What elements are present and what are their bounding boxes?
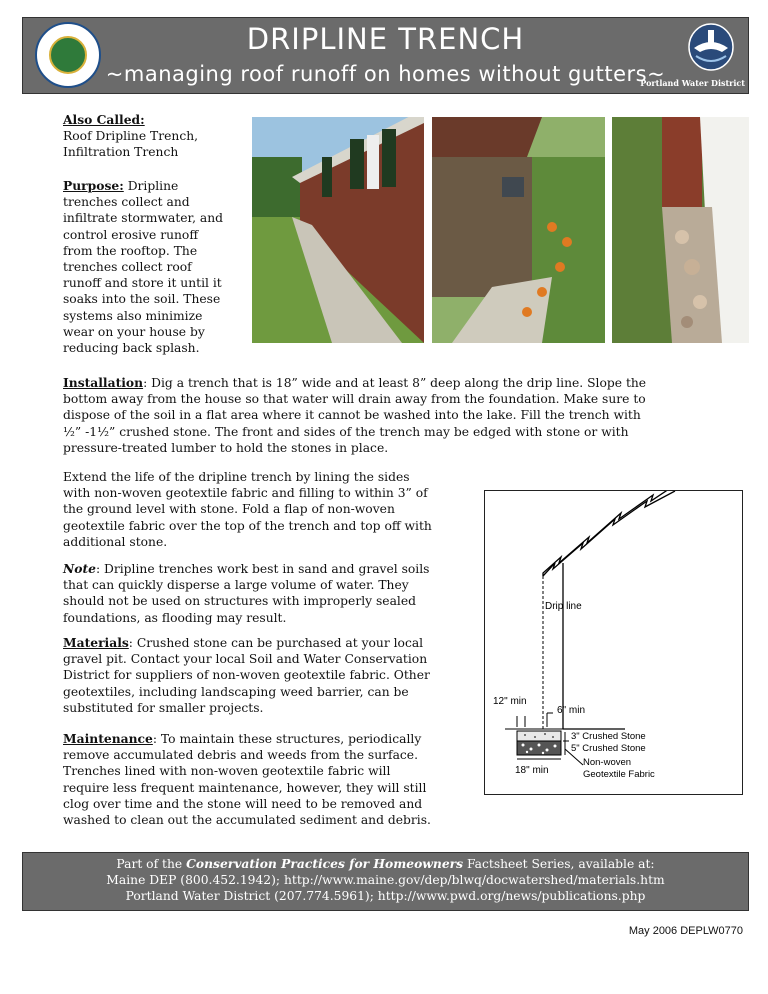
label-fabric-1: Non-woven <box>583 757 632 768</box>
footer-line1-pre: Part of the <box>116 857 187 871</box>
purpose-line: infiltrate stormwater, and <box>63 211 224 226</box>
extend-line: with non-woven geotextile fabric and filling to within 3” of <box>63 486 428 501</box>
purpose-line: soaks into the soil. These <box>63 292 221 307</box>
maintenance-line: washed to clean out the accumulated sediment and debris. <box>63 813 431 828</box>
purpose-line: control erosive runoff <box>63 227 199 242</box>
materials-section <box>63 635 473 716</box>
note-section <box>63 561 473 626</box>
installation-line: : Dig a trench that is 18” wide and at least 8” deep along the drip line. Slope the <box>143 376 647 390</box>
purpose-line: Dripline <box>127 179 179 193</box>
purpose-line: trenches collect and <box>63 195 190 210</box>
maintenance-line: require less frequent maintenance, however, they will still <box>63 780 427 795</box>
footer-maine-dep[interactable]: Maine DEP (800.452.1942); http://www.maine.gov/dep/blwq/docwatershed/materials.htm <box>106 873 665 887</box>
materials-line: substituted for smaller projects. <box>63 700 264 715</box>
note-line: foundations, as flooding may result. <box>63 610 287 625</box>
water-district-logo-icon <box>682 22 740 72</box>
maintenance-line: Trenches lined with non-woven geotextile fabric will <box>63 764 391 779</box>
header-banner <box>22 17 749 94</box>
purpose-line: from the rooftop. The <box>63 243 198 258</box>
materials-line: : Crushed stone can be purchased at your local <box>128 636 424 650</box>
purpose-heading: Purpose: <box>63 178 124 193</box>
footer-banner <box>22 852 749 911</box>
document-id: May 2006 DEPLW0770 <box>628 925 743 937</box>
purpose-section <box>63 178 253 356</box>
installation-section <box>63 375 713 456</box>
label-drip-line: Drip line <box>545 601 582 612</box>
label-fabric-2: Geotextile Fabric <box>583 769 655 780</box>
purpose-line: runoff and store it until it <box>63 276 222 291</box>
trench-diagram-drawing <box>485 491 742 794</box>
extend-section <box>63 469 473 550</box>
purpose-line: trenches collect roof <box>63 260 192 275</box>
label-6-min: 6" min <box>557 705 586 716</box>
photo-wood-house-flowers <box>432 117 605 343</box>
also-called-heading: Also Called: <box>63 112 145 127</box>
materials-line: gravel pit. Contact your local Soil and Water Conservation <box>63 652 428 667</box>
maintenance-line: remove accumulated debris and weeds from the surface. <box>63 748 418 763</box>
label-3-crushed-stone: 3" Crushed Stone <box>571 731 646 742</box>
also-called-line: Roof Dripline Trench, <box>63 129 199 144</box>
maintenance-heading: Maintenance <box>63 731 153 746</box>
label-12-min: 12" min <box>493 696 527 707</box>
materials-line: District for suppliers of non-woven geotextile fabric. Other <box>63 668 430 683</box>
photo-brick-house-trench <box>252 117 424 343</box>
footer-series-name: Conservation Practices for Homeowners <box>186 856 464 871</box>
installation-line: ½” -1½” crushed stone. The front and sides of the trench may be edged with stone or with <box>63 424 629 439</box>
extend-line: the ground level with stone. Fold a flap of non-woven <box>63 502 395 517</box>
purpose-line: reducing back splash. <box>63 341 200 356</box>
footer-portland-water[interactable]: Portland Water District (207.774.5961); http://www.pwd.org/news/publications.php <box>125 889 646 903</box>
installation-line: pressure-treated lumber to hold the stones in place. <box>63 440 389 455</box>
purpose-line: wear on your house by <box>63 324 205 339</box>
installation-heading: Installation <box>63 375 144 390</box>
maintenance-line: : To maintain these structures, periodically <box>152 732 422 746</box>
label-5-crushed-stone: 5" Crushed Stone <box>571 743 646 754</box>
also-called-section <box>63 112 253 161</box>
extend-line: additional stone. <box>63 534 168 549</box>
materials-line: geotextiles, including landscaping weed barrier, can be <box>63 684 409 699</box>
photo-stone-trench-wall <box>612 117 749 343</box>
also-called-line: Infiltration Trench <box>63 145 179 160</box>
footer-line1-post: Factsheet Series, available at: <box>463 857 655 871</box>
label-18-min: 18" min <box>515 765 549 776</box>
note-line: : Dripline trenches work best in sand and gravel soils <box>95 562 430 576</box>
note-line: that can quickly disperse a large volume of water. They <box>63 578 409 593</box>
installation-line: bottom away from the house so that water will drain away from the foundation. Make sure to <box>63 392 646 407</box>
installation-line: dispose of the soil in a flat area where it cannot be washed into the lake. Fill the trench with <box>63 408 641 423</box>
materials-heading: Materials <box>63 635 129 650</box>
maintenance-section <box>63 731 473 828</box>
extend-line: geotextile fabric over the top of the trench and top off with <box>63 518 432 533</box>
water-district-name: Portland Water District <box>640 78 745 88</box>
trench-diagram <box>484 490 743 795</box>
extend-line: Extend the life of the dripline trench by lining the sides <box>63 470 410 484</box>
purpose-line: systems also minimize <box>63 308 203 323</box>
note-heading: Note <box>63 561 96 576</box>
maintenance-line: clog over time and the stone will need to be removed and <box>63 796 423 811</box>
page-subtitle: ~managing roof runoff on homes without gutters~ <box>105 62 666 86</box>
page-title: DRIPLINE TRENCH <box>246 22 525 56</box>
note-line: should not be used on structures with improperly sealed <box>63 594 416 609</box>
